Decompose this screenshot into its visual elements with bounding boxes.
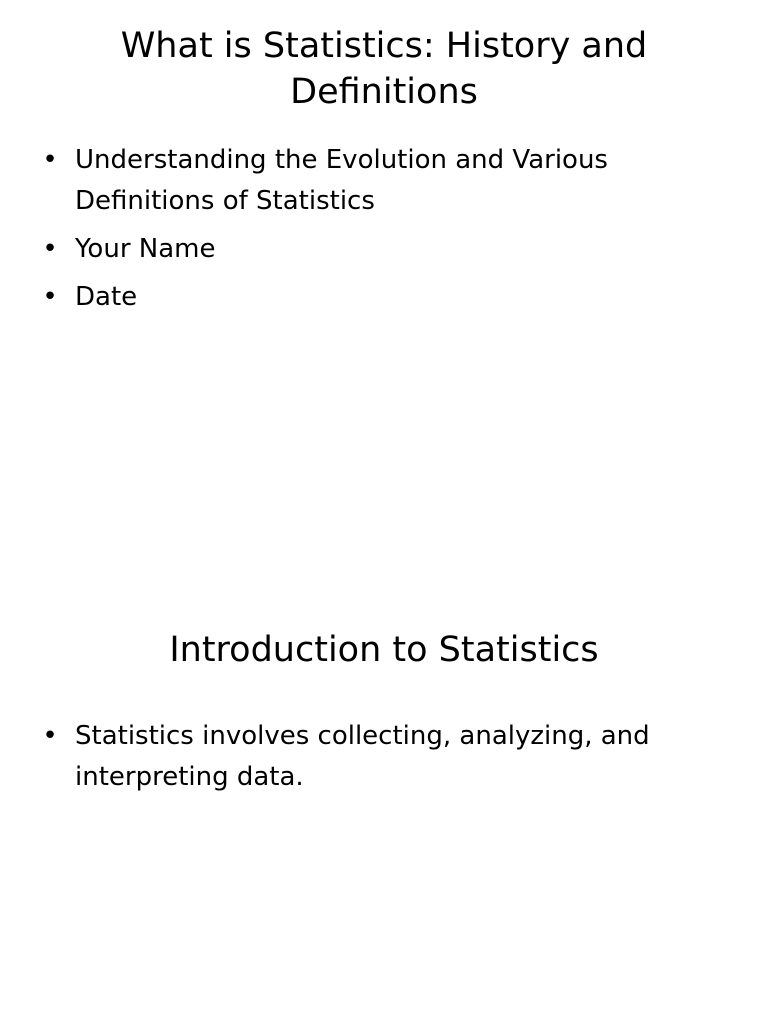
bullet-text: Statistics involves collecting, analyzing, and interpreting data. — [75, 721, 650, 792]
bullet-icon: • — [42, 282, 58, 312]
bullet-item — [38, 277, 708, 318]
bullet-item — [38, 229, 708, 270]
slide-2 — [0, 576, 768, 1024]
bullet-icon: • — [42, 145, 58, 175]
bullet-item — [38, 716, 708, 798]
bullet-icon: • — [42, 234, 58, 264]
bullet-text: Your Name — [75, 234, 216, 264]
bullet-text: Understanding the Evolution and Various Definitions of Statistics — [75, 145, 608, 216]
slide-1-title: What is Statistics: History and Definitions — [120, 26, 648, 112]
slide-2-bullet-list — [38, 716, 708, 805]
slide-1-bullet-list — [38, 140, 708, 325]
bullet-icon: • — [42, 721, 58, 751]
slide-2-title: Introduction to Statistics — [169, 630, 599, 670]
bullet-text: Date — [75, 282, 138, 312]
bullet-item — [38, 140, 708, 222]
